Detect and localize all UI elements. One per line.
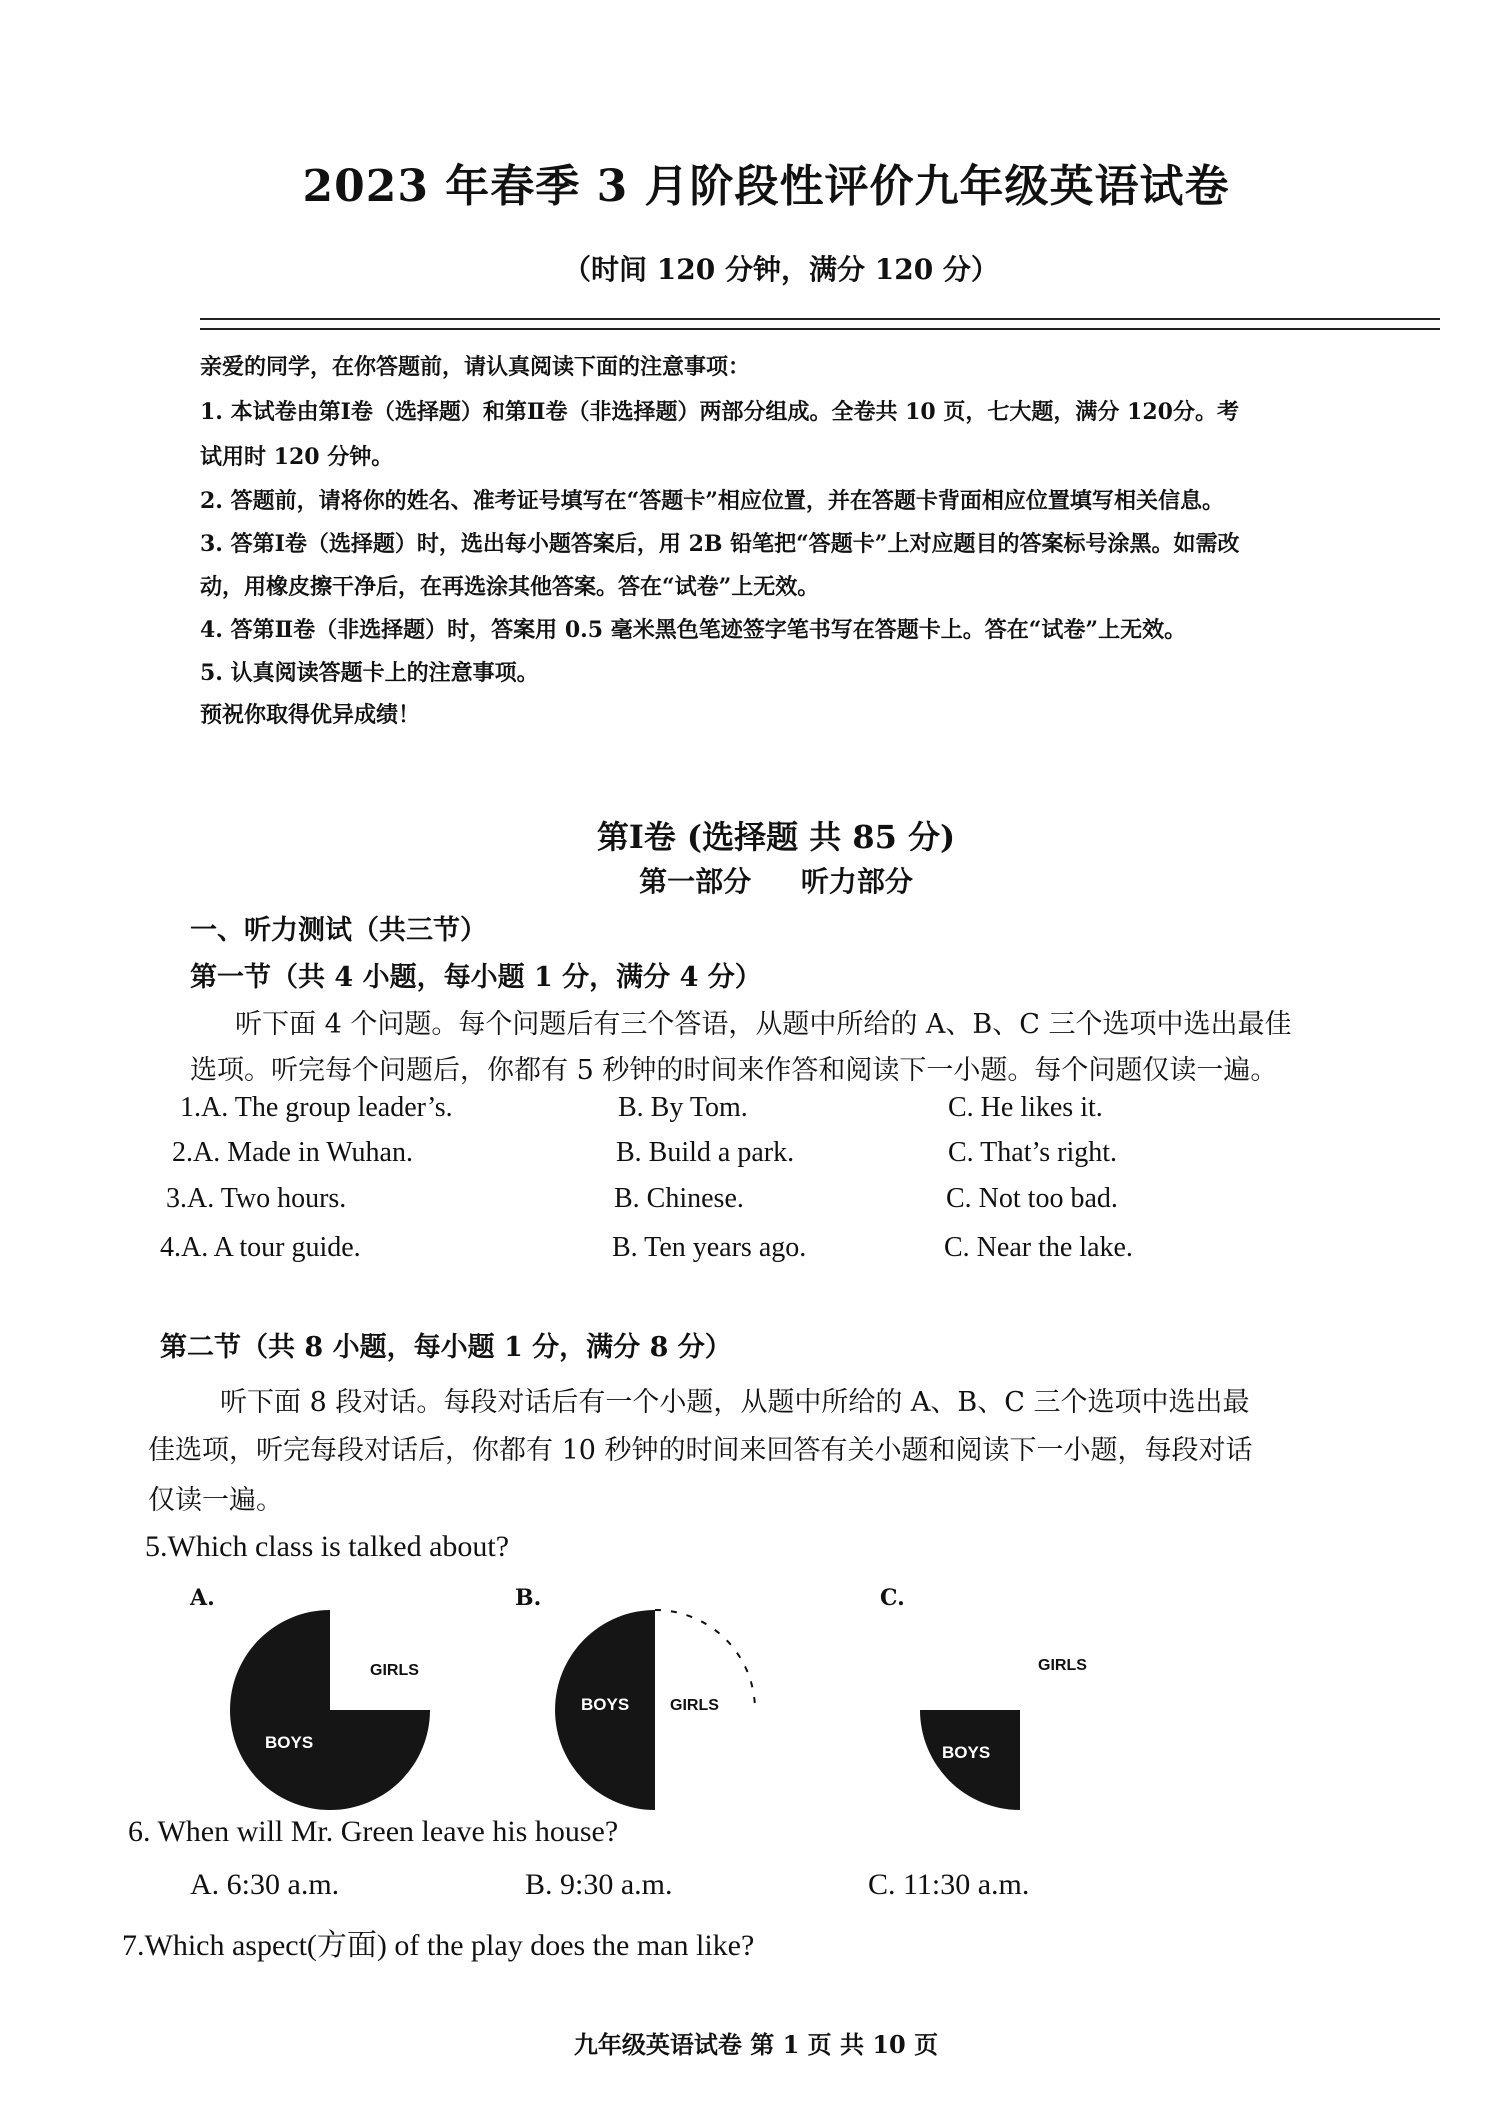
option-label: B. [515, 1585, 542, 1611]
q1-option-a: 1.A. The group leader’s. [180, 1092, 453, 1123]
q1-option-b: B. By Tom. [618, 1092, 748, 1123]
q2-option-c: C. That’s right. [948, 1137, 1118, 1168]
sub2-instruction: 听下面 8 段对话。每段对话后有一个小题，从题中所给的 A、B、C 三个选项中选出最 [220, 1387, 1250, 1418]
q3-option-a: 3.A. Two hours. [166, 1183, 347, 1214]
option-label: A. [190, 1585, 215, 1611]
q5-question: 5.Which class is talked about? [145, 1530, 510, 1563]
sub1-instruction: 听下面 4 个问题。每个问题后有三个答语，从题中所给的 A、B、C 三个选项中选出最佳 [235, 1009, 1292, 1040]
q2-option-a: 2.A. Made in Wuhan. [172, 1137, 413, 1168]
pie-slice-girls [330, 1610, 430, 1710]
pie-chart-b [545, 1600, 765, 1820]
q6-option-a: A. 6:30 a.m. [190, 1868, 340, 1901]
sub2-heading: 第二节（共 8 小题，每小题 1 分，满分 8 分） [160, 1332, 732, 1363]
q3-option-c: C. Not too bad. [946, 1183, 1118, 1214]
notice-line: 预祝你取得优异成绩！ [200, 702, 421, 728]
sub2-instruction: 仅读一遍。 [148, 1485, 283, 1516]
q5-option-b [505, 1585, 805, 1805]
q4-option-b: B. Ten years ago. [612, 1232, 807, 1263]
exam-subtitle: （时间 120 分钟，满分 120 分） [563, 253, 999, 286]
pie-label-boys: BOYS [265, 1733, 314, 1752]
pie-chart-a [220, 1600, 440, 1820]
q3-option-b: B. Chinese. [614, 1183, 744, 1214]
pie-chart-c [910, 1600, 1130, 1820]
notice-line: 动，用橡皮擦干净后，在再选涂其他答案。答在“试卷”上无效。 [200, 574, 820, 600]
pie-label-boys: BOYS [581, 1695, 630, 1714]
notice-line: 4. 答第Ⅱ卷（非选择题）时，答案用 0.5 毫米黑色笔迹签字笔书写在答题卡上。答在“试卷”上无效。 [200, 617, 1187, 643]
part-title: 第一部分 听力部分 [639, 865, 913, 898]
q2-option-b: B. Build a park. [616, 1137, 795, 1168]
page-footer: 九年级英语试卷 第 1 页 共 10 页 [573, 2030, 939, 2059]
pie-label-girls: GIRLS [1038, 1657, 1087, 1674]
notice-line: 1. 本试卷由第Ⅰ卷（选择题）和第Ⅱ卷（非选择题）两部分组成。全卷共 10 页，七大题，满分 120分。考 [200, 399, 1239, 425]
q1-option-c: C. He likes it. [948, 1092, 1103, 1123]
q5-option-a [180, 1585, 480, 1805]
section-title: 第Ⅰ卷 (选择题 共 85 分) [596, 818, 956, 856]
sub2-instruction: 佳选项，听完每段对话后，你都有 10 秒钟的时间来回答有关小题和阅读下一小题，每段对话 [148, 1435, 1253, 1466]
notice-line: 亲爱的同学，在你答题前，请认真阅读下面的注意事项： [200, 354, 751, 380]
listening-heading: 一、听力测试（共三节） [190, 915, 487, 946]
q4-option-a: 4.A. A tour guide. [160, 1232, 361, 1263]
q7-question: 7.Which aspect(方面) of the play does the man like? [122, 1929, 755, 1962]
pie-outline-girls [655, 1610, 755, 1710]
pie-label-boys: BOYS [942, 1743, 991, 1762]
notice-line: 2. 答题前，请将你的姓名、准考证号填写在“答题卡”相应位置，并在答题卡背面相应位置填写相关信息。 [200, 488, 1224, 514]
notice-line: 试用时 120 分钟。 [200, 444, 394, 470]
option-label: C. [880, 1585, 905, 1611]
notice-line: 5. 认真阅读答题卡上的注意事项。 [200, 660, 539, 686]
pie-label-girls: GIRLS [670, 1697, 719, 1714]
q4-option-c: C. Near the lake. [944, 1232, 1133, 1263]
q6-option-c: C. 11:30 a.m. [868, 1868, 1030, 1901]
notice-line: 3. 答第Ⅰ卷（选择题）时，选出每小题答案后，用 2B 铅笔把“答题卡”上对应题目的答案标号涂黑。如需改 [200, 531, 1240, 557]
sub1-instruction: 选项。听完每个问题后，你都有 5 秒钟的时间来作答和阅读下一小题。每个问题仅读一遍。 [190, 1055, 1278, 1086]
header-rule-top [200, 318, 1440, 320]
q5-option-c [870, 1585, 1170, 1805]
exam-title: 2023 年春季 3 月阶段性评价九年级英语试卷 [302, 161, 1230, 212]
q6-option-b: B. 9:30 a.m. [525, 1868, 673, 1901]
header-rule-bottom [200, 328, 1440, 330]
q6-question: 6. When will Mr. Green leave his house? [128, 1815, 619, 1848]
sub1-heading: 第一节（共 4 小题，每小题 1 分，满分 4 分） [190, 962, 762, 993]
pie-label-girls: GIRLS [370, 1662, 419, 1679]
